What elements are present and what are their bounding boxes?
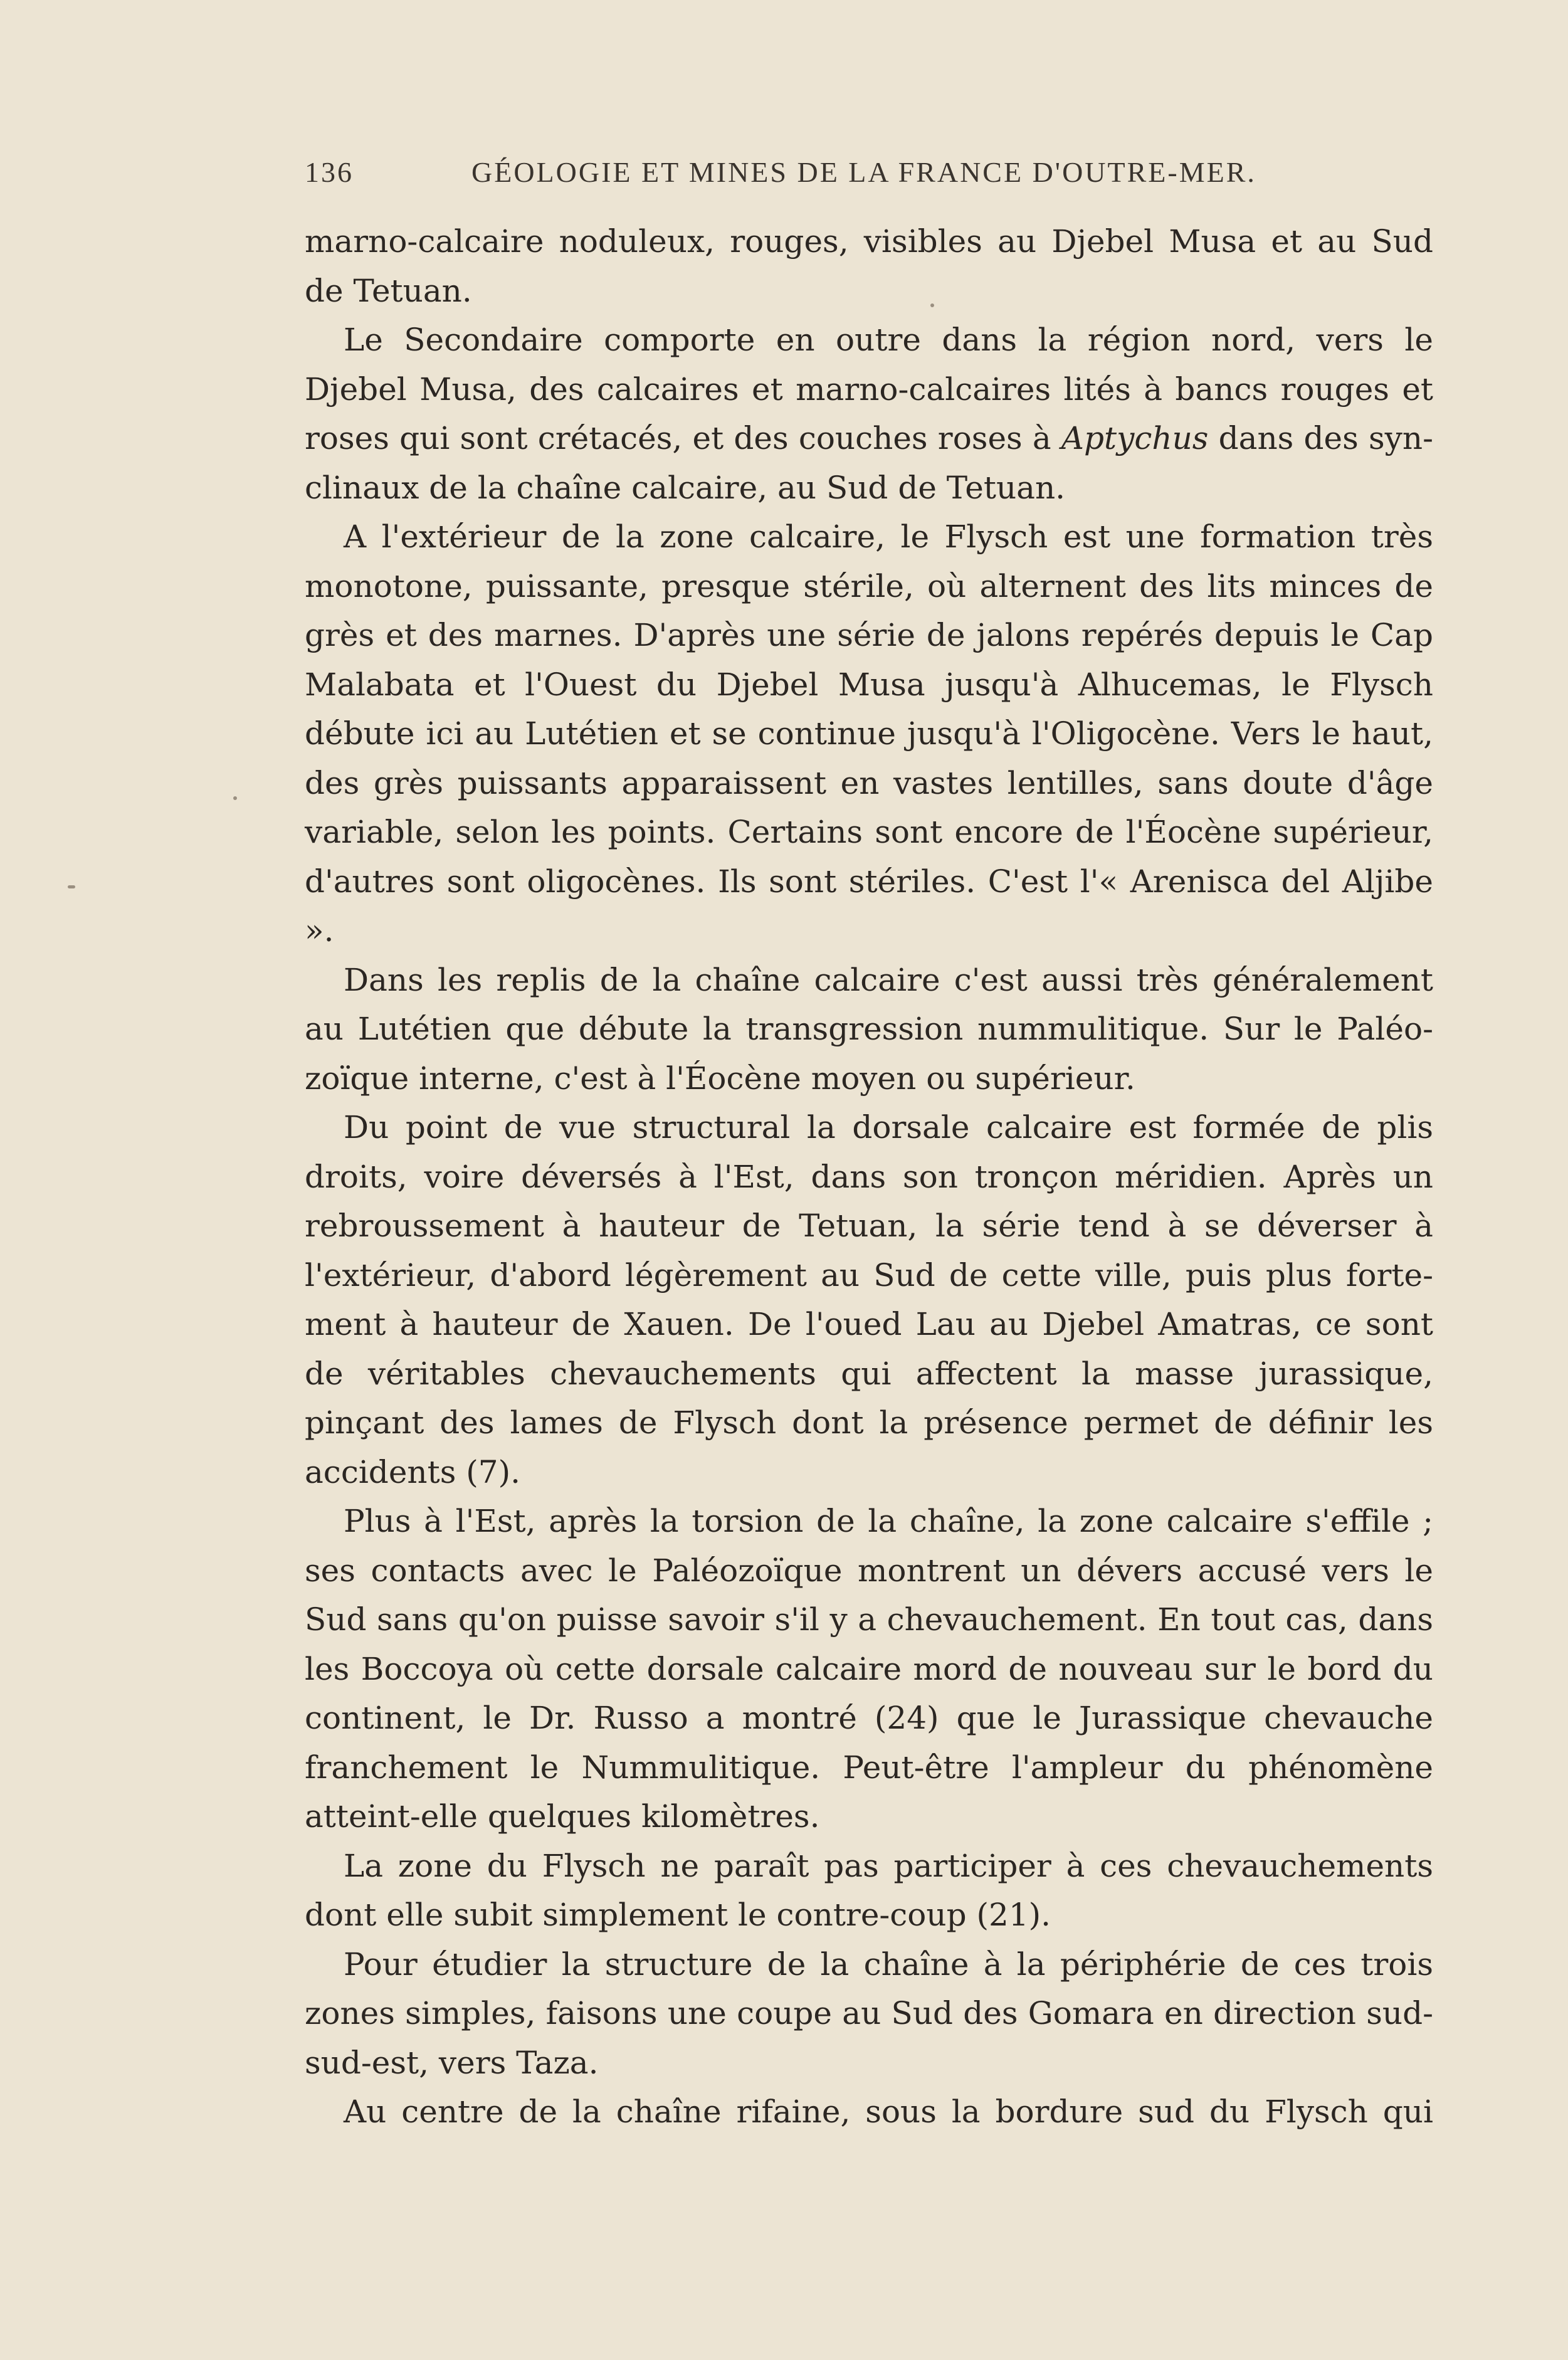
paragraph-1	[305, 217, 1433, 315]
body-text	[305, 217, 1433, 2137]
paragraph-3	[305, 512, 1433, 956]
running-head	[305, 155, 1283, 196]
page-number: 136	[305, 156, 354, 188]
paper-speck	[930, 303, 934, 307]
paragraph-4	[305, 956, 1433, 1104]
genus-name-aptychus: Aptychus	[1061, 420, 1209, 456]
paragraph-3-text: A l'extérieur de la zone calcaire, le Flysch est une formation très monotone, puissante, presque stérile, où alternent des lits minces de grès et des marnes. D'après une série de jalons repérés depuis le Cap Malabata et l'Ouest du Djebel Musa jusqu'à Alhucemas, le Flysch débute ici au Lutétien et se continue jusqu'à l'Oligocène. Vers le haut, des grès puissants apparaissent en vastes lentilles, sans doute d'âge variable, selon les points. Certains sont encore de l'Éocène supérieur, d'autres sont oligocènes. Ils sont stériles. C'est l'« Arenisca del Aljibe ».	[305, 519, 1433, 949]
paper-speck	[233, 796, 237, 800]
paragraph-9	[305, 2087, 1433, 2137]
paragraph-4-text: Dans les replis de la chaîne calcaire c'est aussi très généralement au Lutétien que débute la transgression nummulitique. Sur le Paléozoïque interne, c'est à l'Éocène moyen ou supérieur.	[305, 961, 1433, 1097]
paragraph-7-text: La zone du Flysch ne paraît pas participer à ces chevauchements dont elle subit simplement le contre-coup (21).	[305, 1847, 1433, 1933]
paragraph-5	[305, 1103, 1433, 1497]
paragraph-9-text: Au centre de la chaîne rifaine, sous la bordure sud du Flysch qui	[344, 2094, 1433, 2130]
paragraph-8	[305, 1940, 1433, 2088]
paragraph-7	[305, 1841, 1433, 1940]
running-head-title: GÉOLOGIE ET MINES DE LA FRANCE D'OUTRE-MER.	[471, 156, 1256, 188]
paragraph-8-text: Pour étudier la structure de la chaîne à la périphérie de ces trois zones simples, faisons une coupe au Sud des Gomara en direction sud-sud-est, vers Taza.	[305, 1946, 1433, 2081]
paragraph-6	[305, 1497, 1433, 1841]
paragraph-2-text-b: dans des synclinaux de la chaîne calcaire, au Sud de Tetuan.	[305, 420, 1433, 506]
paragraph-6-text: Plus à l'Est, après la torsion de la chaîne, la zone calcaire s'effile ; ses contacts avec le Paléozoïque montrent un dévers accusé vers le Sud sans qu'on puisse savoir s'il y a chevauchement. En tout cas, dans les Boccoya où cette dorsale calcaire mord de nouveau sur le bord du continent, le Dr. Russo a montré (24) que le Jurassique chevauche franchement le Nummulitique. Peut-être l'ampleur du phénomène atteint-elle quelques kilomètres.	[305, 1503, 1433, 1835]
paragraph-5-text: Du point de vue structural la dorsale calcaire est formée de plis droits, voire déversés à l'Est, dans son tronçon méridien. Après un rebroussement à hauteur de Tetuan, la série tend à se déverser à l'extérieur, d'abord légèrement au Sud de cette ville, puis plus fortement à hauteur de Xauen. De l'oued Lau au Djebel Amatras, ce sont de véritables chevauchements qui affectent la masse jurassique, pinçant des lames de Flysch dont la présence permet de définir les accidents (7).	[305, 1109, 1433, 1490]
paragraph-2	[305, 315, 1433, 512]
paper-speck	[68, 885, 75, 888]
paragraph-2-text-a: Le Secondaire comporte en outre dans la région nord, vers le Djebel Musa, des calcaires et marno-calcaires lités à bancs rouges et roses qui sont crétacés, et des couches roses à	[305, 322, 1433, 456]
paragraph-1-text: marno-calcaire noduleux, rouges, visibles au Djebel Musa et au Sud de Tetuan.	[305, 223, 1433, 309]
